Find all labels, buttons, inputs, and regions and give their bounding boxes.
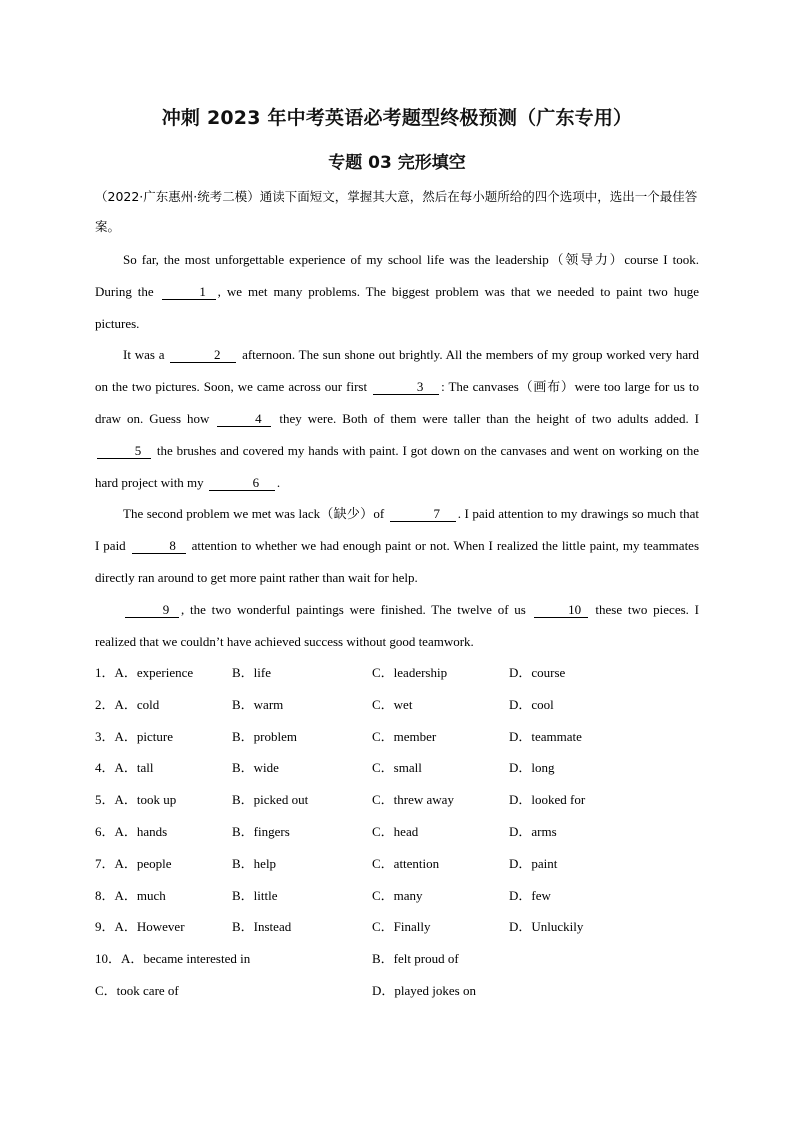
- page-subtitle: 专题 03 完形填空: [328, 153, 466, 173]
- option-c: C．member: [372, 728, 437, 744]
- passage-text: these two pieces. I realized that we couldn’t have achieved success without good teamwork.: [95, 601, 700, 649]
- option-b: B．life: [232, 665, 271, 680]
- option-a: 6．A．hands: [95, 823, 168, 839]
- blank-2: 2: [170, 348, 236, 363]
- option-b: B．help: [232, 855, 277, 871]
- blank-4: 4: [217, 412, 271, 427]
- paragraph-4: [95, 594, 699, 658]
- page-title: 冲刺 2023 年中考英语必考题型终极预测（广东专用）: [161, 107, 633, 129]
- option-c: C．small: [372, 760, 422, 776]
- option-a: 1．A．experience: [95, 665, 194, 680]
- blank-10: 10: [534, 603, 588, 618]
- option-d: D．few: [509, 887, 551, 903]
- option-a: 4．A．tall: [95, 760, 154, 776]
- option-b: B．little: [232, 887, 278, 903]
- option-c: C．threw away: [372, 792, 454, 808]
- option-a: 2．A．cold: [95, 696, 160, 712]
- option-c: C．head: [372, 823, 419, 839]
- option-d: D．long: [509, 760, 555, 776]
- passage-text: The second problem we met was lack（缺少）of: [123, 506, 385, 522]
- question-row-10b: [95, 975, 715, 1007]
- passage-text: they were. Both of them were taller than the height of two adults added. I: [279, 410, 700, 426]
- option-b: B．problem: [232, 728, 297, 744]
- passage-text: attention to whether we had enough paint or not. When I realized the little paint, my teammates directly ran around to get more paint rather than wait for help.: [95, 538, 700, 585]
- question-row: [95, 911, 715, 943]
- option-d: D．course: [509, 665, 566, 680]
- question-row: [95, 848, 715, 880]
- option-d: D．cool: [509, 696, 554, 712]
- question-options: [95, 657, 715, 1007]
- paragraph-1: [95, 244, 699, 339]
- option-b: B．wide: [232, 760, 279, 776]
- option-c: C．took care of: [95, 982, 179, 998]
- passage-text: , the two wonderful paintings were finished. The twelve of us: [181, 601, 526, 617]
- option-a: 10．A．became interested in: [95, 951, 251, 967]
- option-c: C．attention: [372, 855, 440, 871]
- passage-text: So far, the most unforgettable experience of my school life was the leadership（领导力）course I took. During the: [95, 252, 699, 299]
- option-d: D．arms: [509, 823, 557, 839]
- question-row-10a: [95, 943, 715, 975]
- option-b: B．Instead: [232, 919, 292, 935]
- passage-text: It was a: [123, 347, 165, 363]
- passage-text: : The canvases（画布）were too large for us to draw on. Guess how: [95, 379, 700, 426]
- option-c: C．leadership: [372, 665, 448, 680]
- blank-8: 8: [132, 539, 186, 554]
- question-row: [95, 816, 715, 848]
- option-b: B．felt proud of: [372, 951, 459, 967]
- cloze-passage: [95, 244, 699, 657]
- question-row: [95, 880, 715, 912]
- option-c: C．many: [372, 887, 423, 903]
- question-row: [95, 752, 715, 784]
- passage-text: the brushes and covered my hands with paint. I got down on the canvases and went on working on the hard project with my: [95, 442, 700, 490]
- question-row: [95, 657, 715, 689]
- option-d: D．teammate: [509, 728, 582, 744]
- option-c: C．Finally: [372, 919, 431, 935]
- instructions: （2022·广东惠州·统考二模）通读下面短文，掌握其大意，然后在每小题所给的四个选项中，选出一个最佳答案。: [95, 189, 698, 234]
- blank-9: 9: [125, 603, 179, 618]
- option-d: D．paint: [509, 855, 558, 871]
- question-row: [95, 721, 715, 753]
- blank-5: 5: [97, 444, 151, 459]
- option-b: B．warm: [232, 696, 284, 712]
- passage-text: afternoon. The sun shone out brightly. All the members of my group worked very hard on the two pictures. Soon, we came across our first: [95, 347, 699, 395]
- option-a: 9．A．However: [95, 919, 185, 935]
- blank-1: 1: [162, 285, 216, 300]
- option-b: B．fingers: [232, 823, 290, 839]
- option-b: B．picked out: [232, 792, 309, 808]
- blank-6: 6: [209, 476, 275, 491]
- option-d: D．Unluckily: [509, 919, 584, 935]
- option-c: C．wet: [372, 696, 413, 712]
- blank-7: 7: [390, 507, 456, 522]
- passage-text: , we met many problems. The biggest problem was that we needed to paint two huge pictures.: [95, 283, 699, 331]
- passage-text: . I paid attention to my drawings so much that I paid: [95, 506, 699, 554]
- option-a: 3．A．picture: [95, 728, 173, 744]
- question-row: [95, 784, 715, 816]
- passage-text: .: [276, 474, 281, 490]
- option-a: 7．A．people: [95, 855, 172, 871]
- paragraph-2: [95, 339, 699, 498]
- option-d: D．played jokes on: [372, 982, 476, 998]
- paragraph-3: [95, 498, 699, 593]
- question-row: [95, 689, 715, 721]
- option-a: 5．A．took up: [95, 792, 177, 808]
- option-d: D．looked for: [509, 792, 586, 808]
- blank-3: 3: [373, 380, 439, 395]
- option-a: 8．A．much: [95, 887, 166, 903]
